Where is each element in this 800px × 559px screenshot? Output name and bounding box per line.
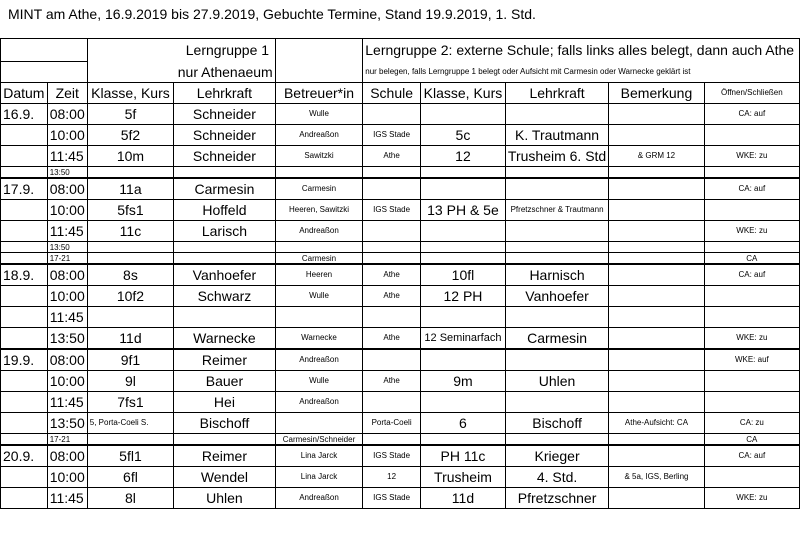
table-cell: 13:50: [47, 167, 87, 179]
column-header: Klasse, Kurs: [87, 83, 173, 104]
table-cell: Heeren, Sawitzki: [275, 200, 363, 221]
table-cell: IGS Stade: [363, 488, 421, 509]
table-cell: 12: [420, 146, 505, 167]
table-row: [1, 264, 800, 286]
table-cell: [609, 242, 704, 253]
column-header: Schule: [363, 83, 421, 104]
table-cell: [1, 200, 48, 221]
table-cell: 6: [420, 413, 505, 434]
table-row: [1, 445, 800, 467]
table-row: [1, 167, 800, 179]
table-cell: [704, 392, 799, 413]
table-cell: [1, 167, 48, 179]
table-cell: PH 11c: [420, 445, 505, 467]
header-row-subtitles: [1, 62, 800, 83]
table-cell: 13:50: [47, 413, 87, 434]
table-cell: 10m: [87, 146, 173, 167]
table-cell: [505, 242, 608, 253]
table-cell: [1, 286, 48, 307]
table-cell: Wulle: [275, 104, 363, 125]
table-cell: Sawitzki: [275, 146, 363, 167]
table-cell: [363, 392, 421, 413]
table-cell: [505, 167, 608, 179]
table-cell: [87, 307, 173, 328]
table-cell: Hoffeld: [174, 200, 276, 221]
table-cell: 5fl1: [87, 445, 173, 467]
table-cell: [363, 178, 421, 200]
table-cell: [704, 286, 799, 307]
table-cell: [609, 392, 704, 413]
table-cell: [609, 371, 704, 392]
table-cell: Andreaßon: [275, 392, 363, 413]
table-cell: Pfretzschner: [505, 488, 608, 509]
table-cell: [609, 104, 704, 125]
table-cell: 9m: [420, 371, 505, 392]
table-row: [1, 178, 800, 200]
group2-subtitle: nur belegen, falls Lerngruppe 1 belegt oder Aufsicht mit Carmesin oder Warnecke geklärt ist: [363, 62, 800, 83]
table-cell: [420, 221, 505, 242]
table-cell: 5fs1: [87, 200, 173, 221]
table-cell: [505, 349, 608, 371]
table-cell: 10:00: [47, 286, 87, 307]
table-cell: [609, 445, 704, 467]
table-cell: [609, 167, 704, 179]
table-row: [1, 413, 800, 434]
table-cell: [704, 167, 799, 179]
table-cell: IGS Stade: [363, 445, 421, 467]
table-cell: 9f1: [87, 349, 173, 371]
table-cell: [609, 264, 704, 286]
table-row: [1, 200, 800, 221]
table-cell: [505, 253, 608, 265]
table-cell: [174, 242, 276, 253]
table-cell: 11:45: [47, 221, 87, 242]
table-cell: [1, 392, 48, 413]
column-header: Klasse, Kurs: [420, 83, 505, 104]
table-cell: [609, 178, 704, 200]
table-cell: Reimer: [174, 349, 276, 371]
table-cell: [609, 328, 704, 350]
table-cell: [1, 467, 48, 488]
table-cell: Bischoff: [174, 413, 276, 434]
table-cell: [363, 253, 421, 265]
table-cell: Carmesin: [505, 328, 608, 350]
column-header: Bemerkung: [609, 83, 704, 104]
table-cell: Schwarz: [174, 286, 276, 307]
table-cell: 18.9.: [1, 264, 48, 286]
table-cell: Wendel: [174, 467, 276, 488]
table-cell: [420, 242, 505, 253]
table-cell: 11d: [87, 328, 173, 350]
table-cell: [420, 349, 505, 371]
table-row: [1, 371, 800, 392]
table-cell: Andreaßon: [275, 221, 363, 242]
table-cell: [1, 413, 48, 434]
table-cell: Athe: [363, 328, 421, 350]
table-cell: Carmesin: [275, 178, 363, 200]
table-cell: [1, 307, 48, 328]
table-cell: [609, 488, 704, 509]
table-cell: [363, 349, 421, 371]
table-cell: 4. Std.: [505, 467, 608, 488]
table-row: [1, 104, 800, 125]
table-row: [1, 286, 800, 307]
table-cell: [505, 178, 608, 200]
table-cell: Hei: [174, 392, 276, 413]
table-cell: [363, 167, 421, 179]
table-cell: [704, 307, 799, 328]
table-cell: [1, 125, 48, 146]
table-cell: 10:00: [47, 125, 87, 146]
table-cell: & GRM 12: [609, 146, 704, 167]
table-row: [1, 253, 800, 265]
table-cell: Uhlen: [174, 488, 276, 509]
table-cell: Lina Jarck: [275, 467, 363, 488]
table-cell: Carmesin: [174, 178, 276, 200]
table-row: [1, 328, 800, 350]
table-cell: Lina Jarck: [275, 445, 363, 467]
table-cell: 6fl: [87, 467, 173, 488]
table-cell: Warnecke: [275, 328, 363, 350]
table-cell: 12 Seminarfach: [420, 328, 505, 350]
table-cell: [1, 488, 48, 509]
table-cell: WKE: zu: [704, 328, 799, 350]
group2-title: Lerngruppe 2: externe Schule; falls links alles belegt, dann auch Athe: [363, 39, 800, 62]
page-title: MINT am Athe, 16.9.2019 bis 27.9.2019, Gebuchte Termine, Stand 19.9.2019, 1. Std.: [8, 6, 536, 22]
table-cell: 11:45: [47, 307, 87, 328]
table-row: [1, 307, 800, 328]
table-cell: 17-21: [47, 253, 87, 265]
table-row: [1, 434, 800, 446]
table-cell: Vanhoefer: [174, 264, 276, 286]
table-cell: CA: [704, 434, 799, 446]
table-cell: 5c: [420, 125, 505, 146]
table-cell: Uhlen: [505, 371, 608, 392]
table-cell: [363, 104, 421, 125]
table-cell: [704, 200, 799, 221]
group1-title: Lerngruppe 1: [87, 39, 275, 62]
table-cell: CA: zu: [704, 413, 799, 434]
table-cell: Athe: [363, 286, 421, 307]
table-cell: 19.9.: [1, 349, 48, 371]
column-header: Datum: [1, 83, 48, 104]
table-cell: Warnecke: [174, 328, 276, 350]
table-cell: Athe-Aufsicht: CA: [609, 413, 704, 434]
table-cell: 10:00: [47, 371, 87, 392]
column-header-row: [1, 83, 800, 104]
table-cell: [1, 434, 48, 446]
table-cell: [1, 242, 48, 253]
table-cell: [420, 104, 505, 125]
table-cell: [505, 392, 608, 413]
table-cell: 11:45: [47, 488, 87, 509]
booking-table: [0, 38, 800, 509]
column-header: Betreuer*in: [275, 83, 363, 104]
table-cell: Andreaßon: [275, 125, 363, 146]
table-cell: 08:00: [47, 264, 87, 286]
table-cell: & 5a, IGS, Berling: [609, 467, 704, 488]
table-cell: Andreaßon: [275, 488, 363, 509]
table-cell: [505, 434, 608, 446]
table-row: [1, 392, 800, 413]
table-cell: [174, 167, 276, 179]
table-cell: Carmesin: [275, 253, 363, 265]
table-cell: Carmesin/Schneider: [275, 434, 363, 446]
table-cell: [609, 286, 704, 307]
table-cell: [87, 253, 173, 265]
table-cell: Reimer: [174, 445, 276, 467]
table-cell: [275, 242, 363, 253]
table-cell: Trusheim 6. Std: [505, 146, 608, 167]
table-cell: [704, 125, 799, 146]
table-cell: [505, 307, 608, 328]
table-cell: Andreaßon: [275, 349, 363, 371]
table-cell: CA: auf: [704, 178, 799, 200]
table-cell: WKE: zu: [704, 146, 799, 167]
table-cell: [1, 221, 48, 242]
table-cell: Bischoff: [505, 413, 608, 434]
table-cell: Trusheim: [420, 467, 505, 488]
table-cell: Larisch: [174, 221, 276, 242]
table-cell: 11:45: [47, 392, 87, 413]
table-cell: Harnisch: [505, 264, 608, 286]
table-cell: Schneider: [174, 125, 276, 146]
table-cell: [363, 434, 421, 446]
table-cell: 10:00: [47, 200, 87, 221]
column-header: Öffnen/Schließen: [704, 83, 799, 104]
table-cell: 17.9.: [1, 178, 48, 200]
table-cell: 11c: [87, 221, 173, 242]
table-cell: 11a: [87, 178, 173, 200]
table-cell: IGS Stade: [363, 200, 421, 221]
table-cell: CA: auf: [704, 445, 799, 467]
table-cell: WKE: auf: [704, 349, 799, 371]
table-cell: [87, 242, 173, 253]
table-row: [1, 125, 800, 146]
table-cell: [174, 307, 276, 328]
table-cell: WKE: zu: [704, 221, 799, 242]
table-cell: [609, 221, 704, 242]
table-row: [1, 221, 800, 242]
table-cell: [275, 307, 363, 328]
table-cell: [420, 392, 505, 413]
table-cell: [609, 253, 704, 265]
table-cell: [609, 200, 704, 221]
table-cell: [609, 349, 704, 371]
table-cell: Athe: [363, 146, 421, 167]
table-cell: [1, 253, 48, 265]
table-cell: 10f2: [87, 286, 173, 307]
table-cell: [275, 413, 363, 434]
table-cell: 13 PH & 5e: [420, 200, 505, 221]
table-cell: Bauer: [174, 371, 276, 392]
table-cell: Wulle: [275, 371, 363, 392]
table-cell: 13:50: [47, 242, 87, 253]
table-cell: [420, 434, 505, 446]
table-cell: 08:00: [47, 104, 87, 125]
table-cell: [1, 371, 48, 392]
table-cell: 11d: [420, 488, 505, 509]
column-header: Lehrkraft: [174, 83, 276, 104]
header-row-groups: [1, 39, 800, 62]
table-cell: Heeren: [275, 264, 363, 286]
table-cell: [505, 104, 608, 125]
table-cell: [704, 467, 799, 488]
table-cell: [505, 221, 608, 242]
table-cell: [1, 328, 48, 350]
table-cell: [363, 242, 421, 253]
table-cell: K. Trautmann: [505, 125, 608, 146]
table-cell: IGS Stade: [363, 125, 421, 146]
table-cell: 08:00: [47, 349, 87, 371]
table-cell: 10:00: [47, 467, 87, 488]
table-cell: 17-21: [47, 434, 87, 446]
table-cell: [420, 167, 505, 179]
column-header: Lehrkraft: [505, 83, 608, 104]
table-cell: Vanhoefer: [505, 286, 608, 307]
table-cell: Pfretzschner & Trautmann: [505, 200, 608, 221]
table-cell: 08:00: [47, 178, 87, 200]
table-cell: 20.9.: [1, 445, 48, 467]
table-row: [1, 146, 800, 167]
group1-subtitle: nur Athenaeum: [87, 62, 275, 83]
table-cell: 12: [363, 467, 421, 488]
table-row: [1, 488, 800, 509]
table-cell: [609, 125, 704, 146]
table-row: [1, 349, 800, 371]
table-cell: [609, 434, 704, 446]
table-cell: 5f2: [87, 125, 173, 146]
table-cell: [420, 253, 505, 265]
table-cell: Porta-Coeli: [363, 413, 421, 434]
table-cell: Krieger: [505, 445, 608, 467]
table-cell: 16.9.: [1, 104, 48, 125]
table-cell: [275, 167, 363, 179]
table-row: [1, 467, 800, 488]
table-cell: [420, 307, 505, 328]
table-cell: [363, 221, 421, 242]
table-cell: [1, 146, 48, 167]
table-row: [1, 242, 800, 253]
table-cell: WKE: zu: [704, 488, 799, 509]
column-header: Zeit: [47, 83, 87, 104]
table-cell: CA: auf: [704, 264, 799, 286]
table-cell: 9l: [87, 371, 173, 392]
table-cell: 7fs1: [87, 392, 173, 413]
table-cell: CA: [704, 253, 799, 265]
table-cell: Schneider: [174, 104, 276, 125]
table-cell: 8l: [87, 488, 173, 509]
table-cell: 5, Porta-Coeli S.: [87, 413, 173, 434]
table-cell: [363, 307, 421, 328]
table-cell: [704, 371, 799, 392]
table-cell: [609, 307, 704, 328]
table-cell: 12 PH: [420, 286, 505, 307]
table-cell: [87, 167, 173, 179]
table-cell: Wulle: [275, 286, 363, 307]
table-cell: 5f: [87, 104, 173, 125]
table-cell: Schneider: [174, 146, 276, 167]
table-cell: 11:45: [47, 146, 87, 167]
table-cell: Athe: [363, 371, 421, 392]
table-cell: [420, 178, 505, 200]
table-cell: Athe: [363, 264, 421, 286]
table-cell: 13:50: [47, 328, 87, 350]
table-cell: 10fl: [420, 264, 505, 286]
table-cell: [174, 434, 276, 446]
table-cell: 08:00: [47, 445, 87, 467]
table-cell: [704, 242, 799, 253]
table-cell: [87, 434, 173, 446]
table-cell: [174, 253, 276, 265]
table-cell: 8s: [87, 264, 173, 286]
table-cell: CA: auf: [704, 104, 799, 125]
